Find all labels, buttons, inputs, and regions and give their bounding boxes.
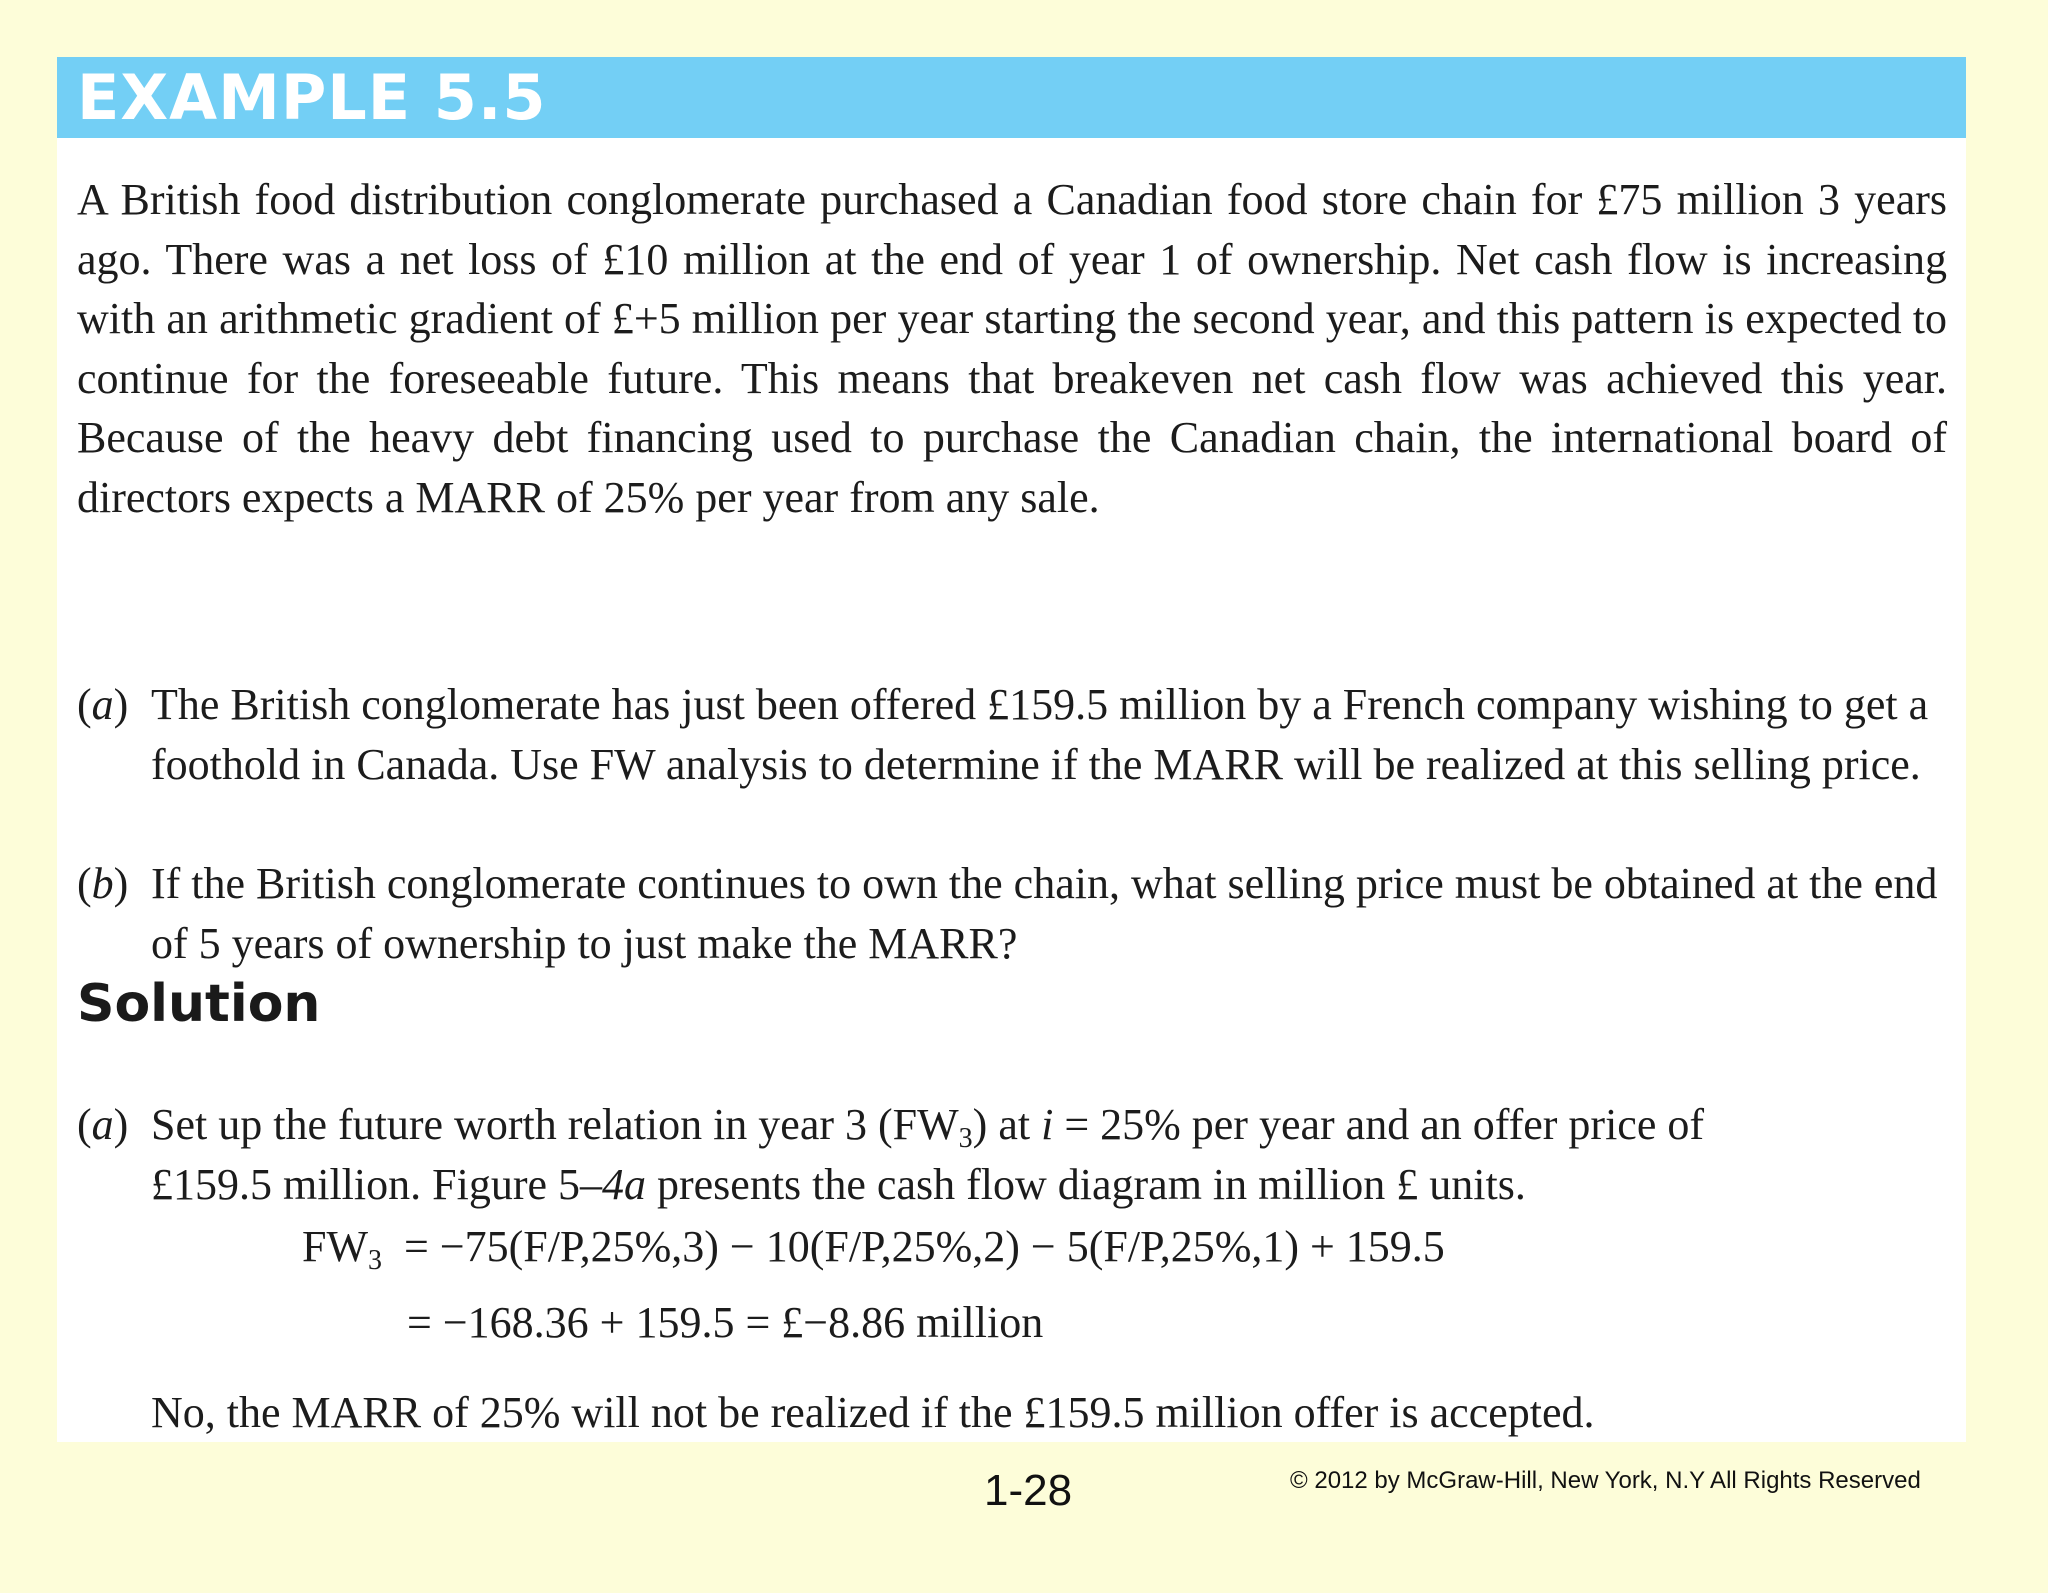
- solution-heading: Solution: [77, 974, 321, 1034]
- copyright-notice: © 2012 by McGraw-Hill, New York, N.Y All Rights Reserved: [1290, 1467, 1921, 1494]
- question-part-b: [77, 854, 1947, 973]
- problem-statement: A British food distribution conglomerate purchased a Canadian food store chain for £75 million 3 years ago. There was a net loss of £10 million at the end of year 1 of ownership. Net cash flow is increasing with an arithmetic gradient of £+5 million per year starting the second year, and this pattern is expected to continue for the foreseeable future. This means that breakeven net cash flow was achieved this year. Because of the heavy debt financing used to purchase the Canadian chain, the international board of directors expects a MARR of 25% per year from any sale.: [77, 175, 1947, 522]
- title-bar: [57, 57, 1966, 138]
- solution-a-line-2: £159.5 million. Figure 5–4a presents the cash flow diagram in million £ units.: [151, 1159, 1526, 1209]
- part-a-text: The British conglomerate has just been offered £159.5 million by a French company wishing to get a foothold in Canada. Use FW analysis to determine if the MARR will be realized at this selling price.: [151, 680, 1929, 789]
- solution-a-text: [151, 1095, 1947, 1214]
- part-b-text: If the British conglomerate continues to own the chain, what selling price must be obtained at the end of 5 years of ownership to just make the MARR?: [151, 859, 1938, 968]
- part-b-label: (b): [77, 859, 129, 908]
- part-a-label: (a): [77, 680, 129, 729]
- solution-a-line-1: Set up the future worth relation in year 3 $(FW_3)$ at i = 25% per year and an offer price of: [151, 1100, 1705, 1154]
- equation-lhs: $FW_3$: [302, 1222, 382, 1276]
- equation-line-2: = −168.36 + 159.5 = £−8.86 million: [407, 1298, 1044, 1347]
- conclusion-text: No, the MARR of 25% will not be realized if the £159.5 million offer is accepted.: [151, 1388, 1595, 1437]
- example-box: [57, 57, 1966, 1442]
- solution-part-a: [77, 1095, 1947, 1214]
- equation-line-1: [302, 1217, 1445, 1277]
- page-number: 1-28: [984, 1466, 1073, 1515]
- question-part-a: [77, 675, 1947, 794]
- equation-rhs-1: = −75(F/P,25%,3) − 10(F/P,25%,2) − 5(F/P,25%,1) + 159.5: [404, 1222, 1445, 1271]
- example-title: EXAMPLE 5.5: [77, 61, 547, 134]
- solution-a-label: (a): [77, 1100, 129, 1149]
